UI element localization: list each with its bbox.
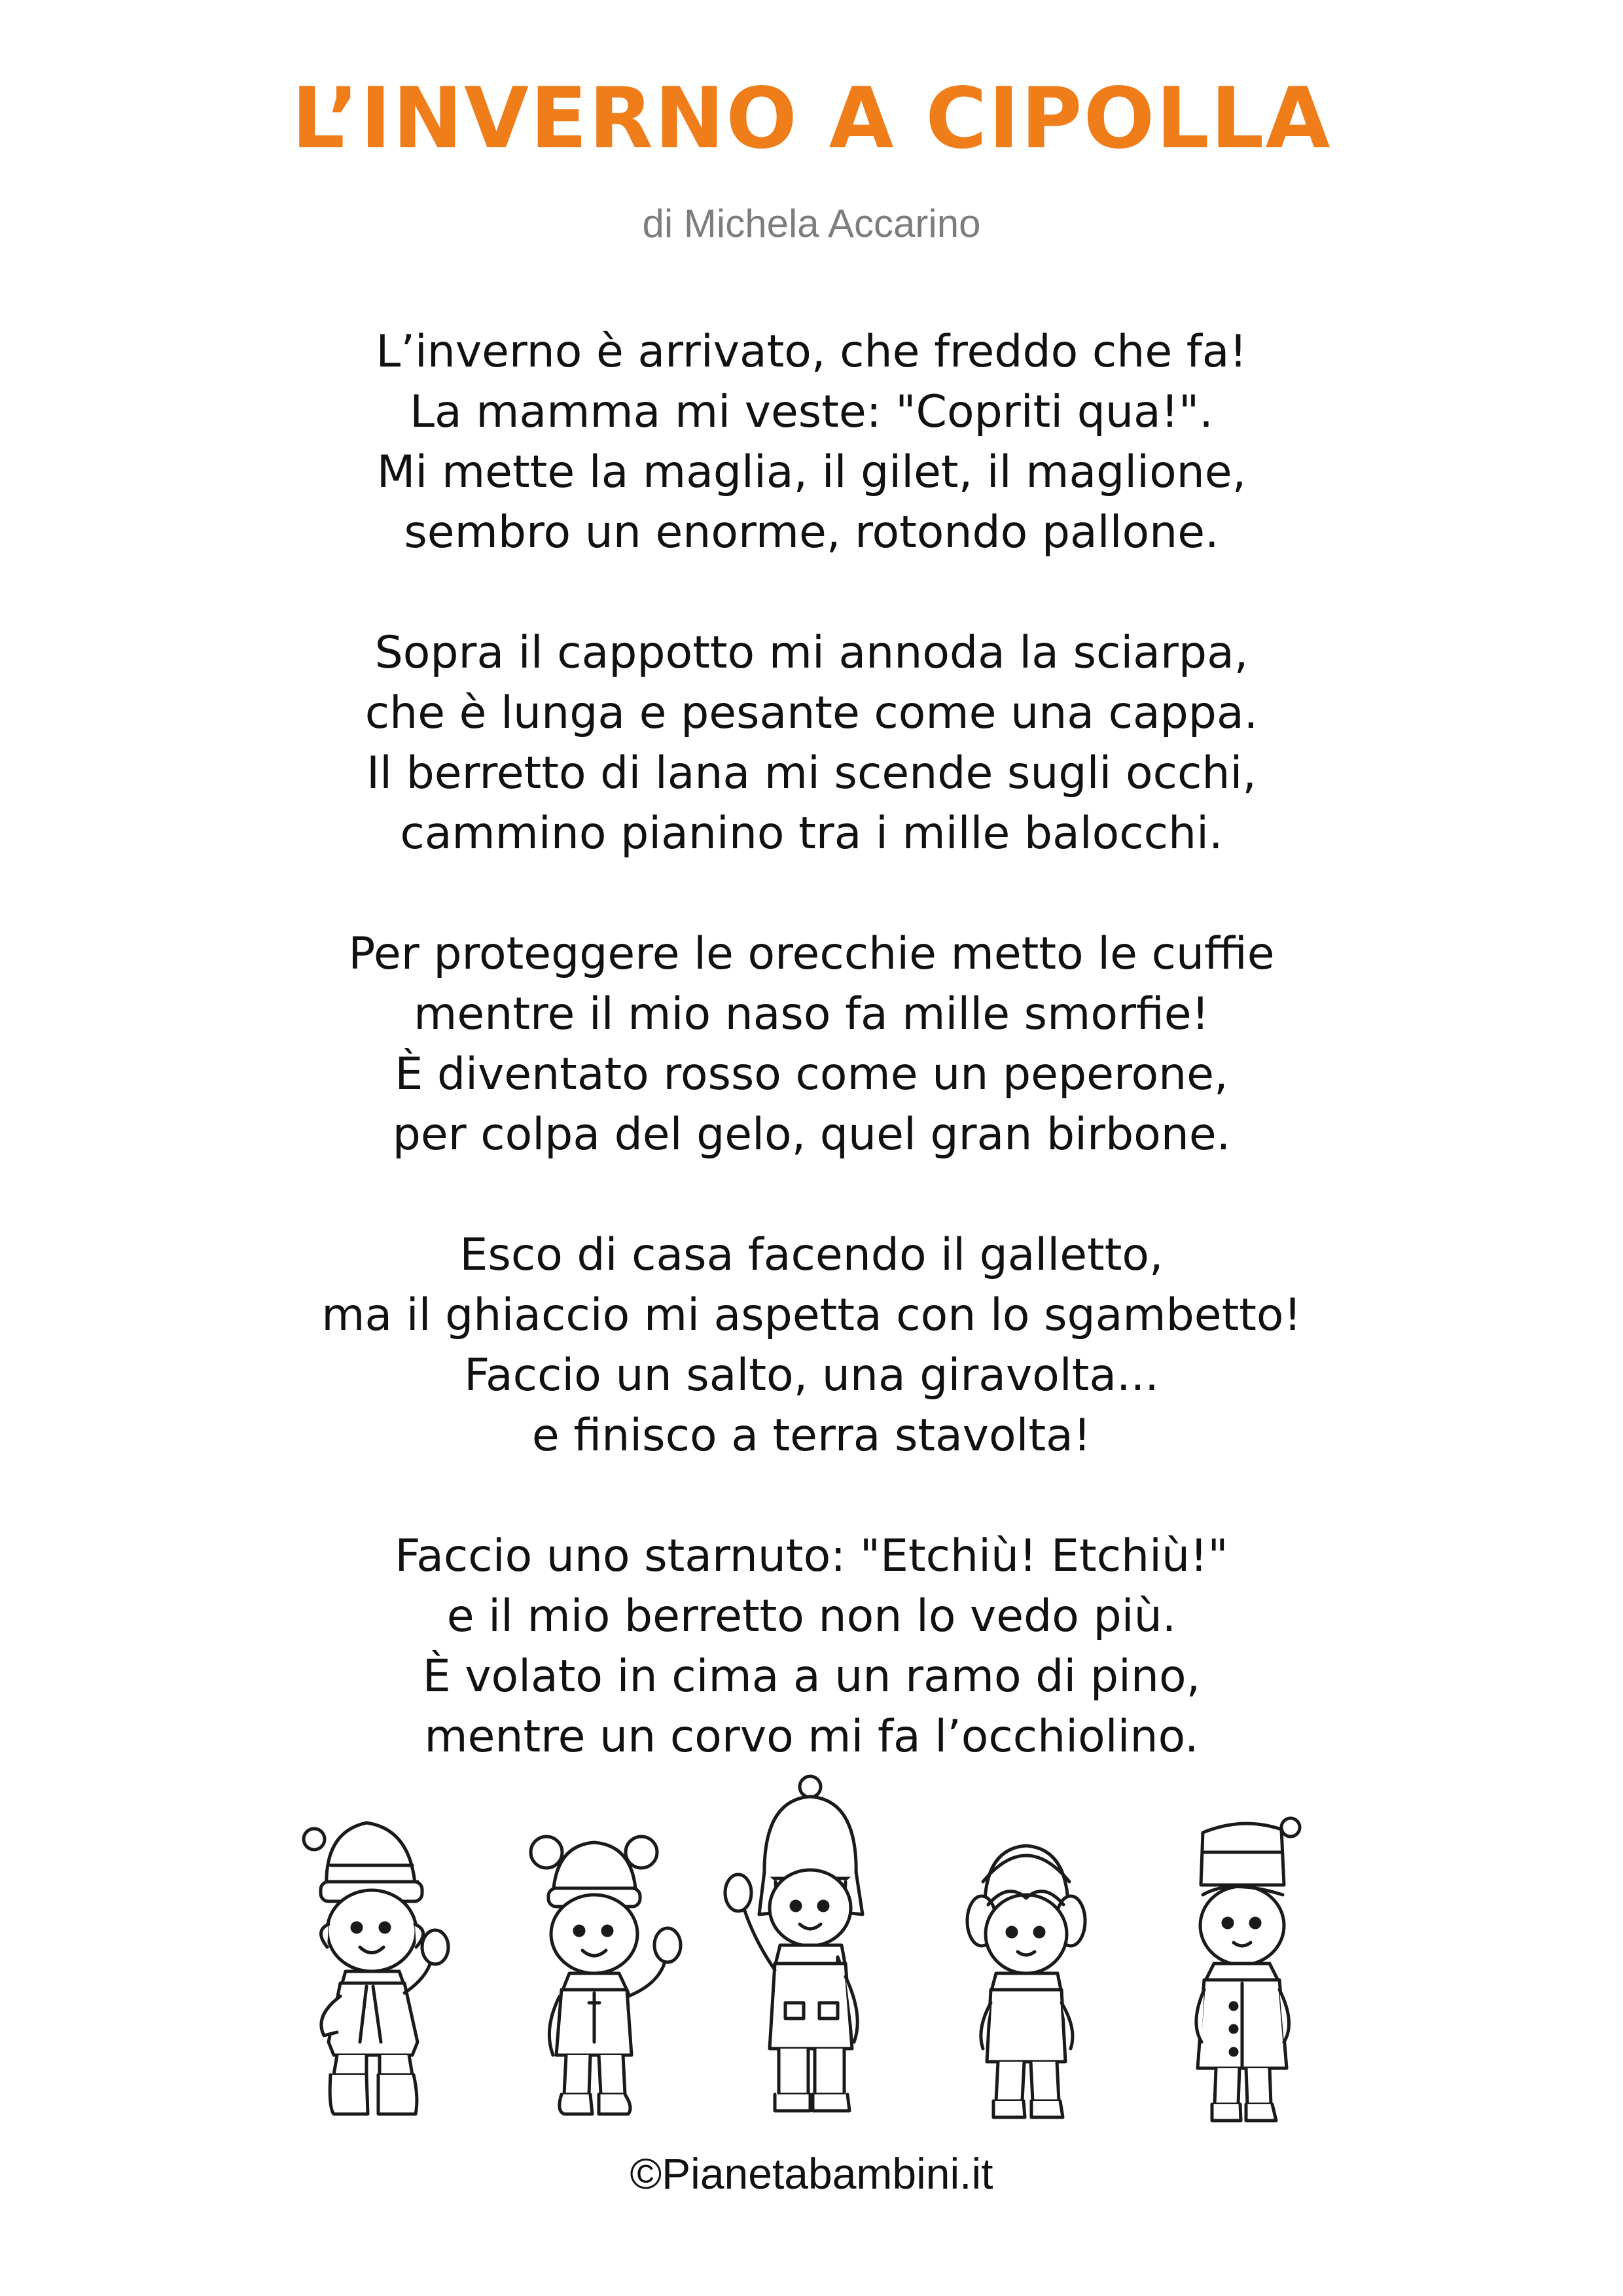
poem-line: È diventato rosso come un peperone, [395, 1049, 1228, 1100]
poem-line: e il mio berretto non lo vedo più. [446, 1590, 1177, 1642]
child-hair-buns-waving [531, 1837, 681, 2114]
poem-body [0, 322, 1623, 1827]
poem-title: L’INVERNO A CIPOLLA [291, 70, 1332, 168]
poem-line: La mamma mi veste: "Copriti qua!". [410, 386, 1213, 438]
poem-line: Faccio uno starnuto: "Etchiù! Etchiù!" [395, 1530, 1228, 1582]
poem-line: mentre il mio naso fa mille smorfie! [414, 988, 1209, 1040]
poem-line: È volato in cima a un ramo di pino, [422, 1651, 1201, 1702]
poem-line: Il berretto di lana mi scende sugli occhi, [366, 747, 1257, 799]
child-earmuffs [967, 1846, 1085, 2117]
poem-line: mentre un corvo mi fa l’occhiolino. [424, 1711, 1199, 1763]
stanza-1 [0, 322, 1623, 563]
poem-line: per colpa del gelo, quel gran birbone. [392, 1109, 1231, 1160]
winter-children-illustration [249, 1767, 1374, 2134]
stanza-3 [0, 924, 1623, 1165]
poem-line: che è lunga e pesante come una cappa. [365, 687, 1258, 739]
poem-line: Esco di casa facendo il galletto, [459, 1229, 1164, 1281]
poem-line: L’inverno è arrivato, che freddo che fa! [376, 326, 1247, 378]
stanza-4 [0, 1225, 1623, 1466]
poem-line: sembro un enorme, rotondo pallone. [404, 507, 1219, 558]
poem-line: Mi mette la maglia, il gilet, il maglione, [376, 446, 1247, 498]
poem-line: ma il ghiaccio mi aspetta con lo sgambetto! [321, 1289, 1302, 1341]
child-beanie-coat [1196, 1818, 1300, 2121]
poem-line: Sopra il cappotto mi annoda la sciarpa, [374, 627, 1249, 679]
stanza-5 [0, 1526, 1623, 1767]
child-earflap-hat-waving [725, 1776, 863, 2111]
poem-line: cammino pianino tra i mille balocchi. [400, 808, 1223, 859]
poem-author: di Michela Accarino [642, 202, 981, 245]
poem-line: Faccio un salto, una giravolta... [464, 1350, 1159, 1401]
child-bobble-hat-waving [304, 1823, 448, 2114]
poem-line: Per proteggere le orecchie metto le cuffie [348, 928, 1275, 980]
copyright-footer: ©Pianetabambini.it [630, 2149, 993, 2198]
stanza-2 [0, 623, 1623, 864]
poem-line: e finisco a terra stavolta! [531, 1410, 1092, 1462]
